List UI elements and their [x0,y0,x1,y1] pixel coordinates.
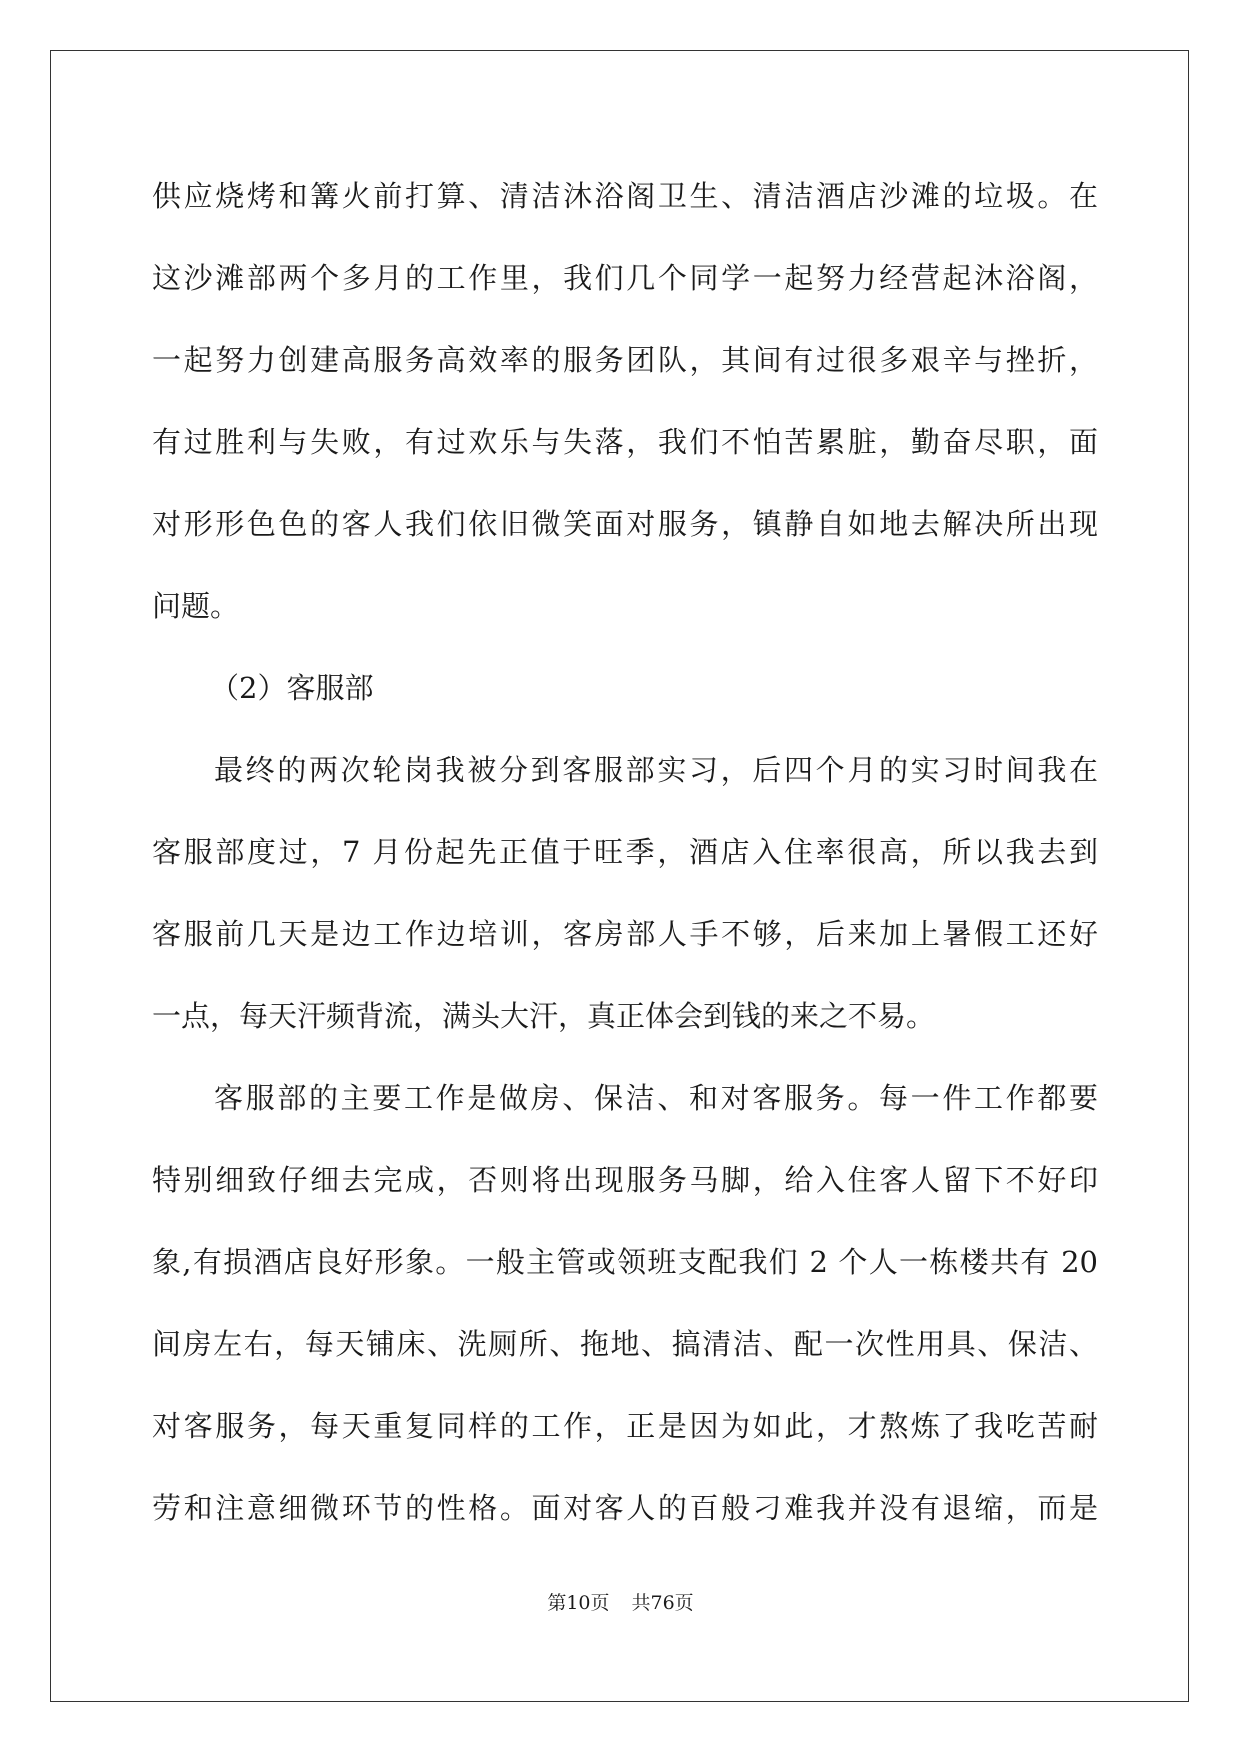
text-line: 一点，每天汗频背流，满头大汗，真正体会到钱的来之不易。 [152,999,936,1033]
text-line: 对形形色色的客人我们依旧微笑面对服务，镇静自如地去解决所出现 [152,507,1098,541]
text-line: 客服前几天是边工作边培训，客房部人手不够，后来加上暑假工还好 [152,917,1098,951]
text-line: 有过胜利与失败，有过欢乐与失落，我们不怕苦累脏，勤奋尽职，面 [152,425,1098,459]
text-line: 一起努力创建高服务高效率的服务团队，其间有过很多艰辛与挫折， [152,343,1098,377]
text-line: 间房左右，每天铺床、洗厕所、拖地、搞清洁、配一次性用具、保洁、 [152,1327,1098,1361]
text-line: 这沙滩部两个多月的工作里，我们几个同学一起努力经营起沐浴阁， [152,261,1098,295]
text-line: 客服部的主要工作是做房、保洁、和对客服务。每一件工作都要 [214,1081,1098,1115]
text-line: 问题。 [152,589,240,623]
text-line: 供应烧烤和篝火前打算、清洁沐浴阁卫生、清洁酒店沙滩的垃圾。在 [152,179,1098,213]
text-line: 劳和注意细微环节的性格。面对客人的百般刁难我并没有退缩，而是 [152,1491,1098,1525]
text-line: 客服部度过，7 月份起先正值于旺季，酒店入住率很高，所以我去到 [152,835,1098,869]
document-body [152,160,1098,1554]
page-footer [0,1588,1241,1615]
text-line: 最终的两次轮岗我被分到客服部实习，后四个月的实习时间我在 [214,753,1098,787]
page-number: 第10页 [547,1592,610,1614]
page-total: 共76页 [631,1592,694,1614]
section-heading: （2）客服部 [210,671,374,705]
text-line: 特别细致仔细去完成，否则将出现服务马脚，给入住客人留下不好印 [152,1163,1098,1197]
text-line: 对客服务，每天重复同样的工作，正是因为如此，才熬炼了我吃苦耐 [152,1409,1098,1443]
text-line: 象,有损酒店良好形象。一般主管或领班支配我们 2 个人一栋楼共有 20 [152,1245,1098,1279]
